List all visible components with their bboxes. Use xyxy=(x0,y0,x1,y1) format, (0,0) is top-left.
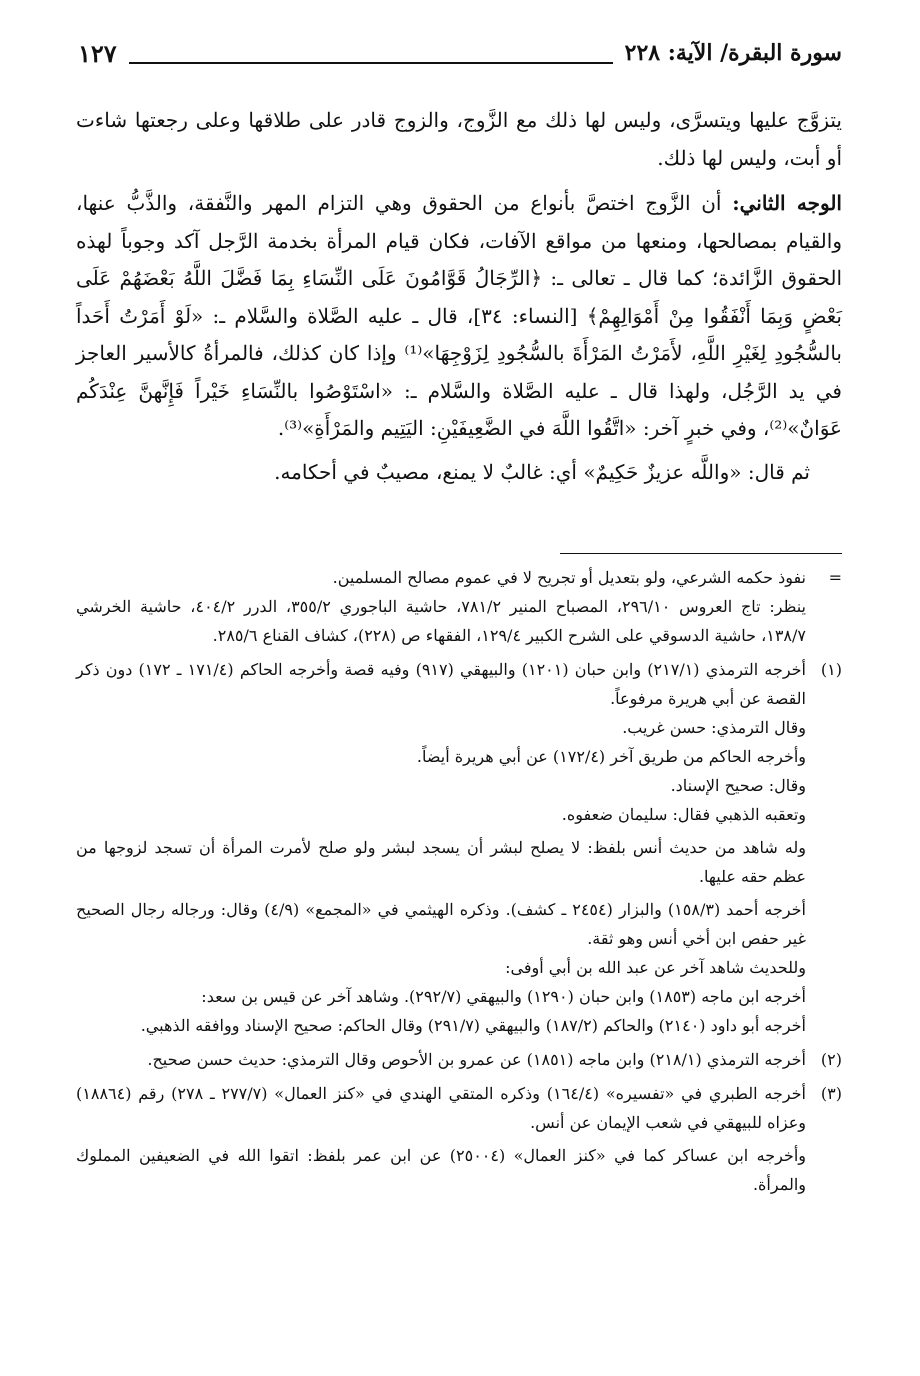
footnote-line: ينظر: تاج العروس ٢٩٦/١٠، المصباح المنير ٧٨١/٢، حاشية الباجوري ٣٥٥/٢، الدرر ٤٠٤/٢، حاشية الخرشي ١٣٨/٧، حاشية الدسوقي على الشرح الكبير ١٢٩/٤، الفقهاء ص (٢٢٨)، كشاف القناع ٢٨٥/٦. xyxy=(76,597,806,645)
footnote-line: وقال الترمذي: حسن غريب. xyxy=(622,718,806,737)
footnote-line: وله شاهد من حديث أنس بلفظ: لا يصلح لبشر أن يسجد لبشر ولو صلح لأمرت المرأة أن تسجد لزوجها من عظم حقه عليها. xyxy=(76,838,807,886)
footnote-line: وللحديث شاهد آخر عن عبد الله بن أبي أوفى: xyxy=(505,958,806,977)
running-title: سورة البقرة/ الآية: ٢٢٨ xyxy=(624,40,842,66)
paragraph-2 xyxy=(76,185,842,448)
footnote-line: أخرجه أحمد (١٥٨/٣) والبزار (٢٤٥٤ ـ كشف). وذكره الهيثمي في «المجمع» (٤/٩) وقال: ورجاله رجال الصحيح غير حفص ابن أخي أنس وهو ثقة. xyxy=(76,900,806,948)
main-text xyxy=(76,102,842,491)
footnote-line: وتعقبه الذهبي فقال: سليمان ضعفوه. xyxy=(561,805,806,824)
footnote-line: نفوذ حكمه الشرعي، ولو بتعديل أو تجريح لا في عموم مصالح المسلمين. xyxy=(332,568,806,587)
footnote-line: أخرجه الطبري في «تفسيره» (١٦٤/٤) وذكره المتقي الهندي في «كنز العمال» (٢٧٧/٧ ـ ٢٧٨) رقم (١٨٨٦٤) وعزاه للبيهقي في شعب الإيمان عن أنس. xyxy=(76,1084,807,1132)
paragraph-2-lead: الوجه الثاني: xyxy=(732,191,842,215)
footnote-separator xyxy=(560,553,842,554)
footnote-body xyxy=(76,1079,806,1199)
footnote-line: وأخرجه ابن عساكر كما في «كنز العمال» (٢٥٠٠٤) عن ابن عمر بلفظ: اتقوا الله في الضعيفين المملوك والمرأة. xyxy=(76,1146,806,1194)
footnote-1 xyxy=(76,655,842,1040)
footnote-2 xyxy=(76,1045,842,1074)
footnote-marker: (١) xyxy=(820,660,842,679)
footnotes xyxy=(76,563,842,1199)
footnote-body xyxy=(76,1045,806,1074)
paragraph-1: يتزوَّج عليها ويتسرَّى، وليس لها ذلك مع الزَّوج، والزوج قادر على طلاقها وعلى رجعتها شاءت أو أبت، وليس لها ذلك. xyxy=(76,108,842,170)
footnote-3 xyxy=(76,1079,842,1199)
footnote-line: أخرجه الترمذي (٢١٨/١) وابن ماجه (١٨٥١) عن عمرو بن الأحوص وقال الترمذي: حديث حسن صحيح. xyxy=(147,1050,806,1069)
footnote-line: وأخرجه الحاكم من طريق آخر (١٧٢/٤) عن أبي هريرة أيضاً. xyxy=(416,747,806,766)
page-number: ١٢٧ xyxy=(78,38,117,68)
footnote-marker: (٣) xyxy=(820,1084,842,1103)
page-header xyxy=(78,36,842,70)
header-rule xyxy=(129,62,613,64)
footnote-line: أخرجه أبو داود (٢١٤٠) والحاكم (١٨٧/٢) والبيهقي (٢٩١/٧) وقال الحاكم: صحيح الإسناد ووافقه الذهبي. xyxy=(140,1016,806,1035)
paragraph-2-body: أن الزَّوج اختصَّ بأنواع من الحقوق وهي التزام المهر والنَّفقة، والذَّبُّ عنها، والقيام بمصالحها، ومنعها من مواقع الآفات، فكان قيام المرأة بخدمة الرَّجل آكد وجوباً لهذه الحقوق الزَّائدة؛ كما قال ـ تعالى ـ: ﴿الرِّجَالُ قَوَّامُونَ عَلَى النِّسَاءِ بِمَا فَضَّلَ اللَّهُ بَعْضَهُمْ عَلَى بَعْضٍ وَبِمَا أَنْفَقُوا مِنْ أَمْوَالِهِمْ﴾ [النساء: ٣٤]، قال ـ عليه الصَّلاة والسَّلام ـ: «لَوْ أَمَرْتُ أَحَداً بالسُّجُودِ لِغَيْرِ اللَّهِ، لأَمَرْتُ المَرْأَةَ بالسُّجُودِ لِزَوْجِهَا»⁽¹⁾ وإذا كان كذلك، فالمرأةُ كالأسير العاجز في يد الرَّجُل، ولهذا قال ـ عليه الصَّلاة والسَّلام ـ: «اسْتَوْصُوا بالنِّسَاءِ خَيْراً فَإِنَّهنَّ عِنْدَكُم عَوَانٌ»⁽²⁾، وفي خبرٍ آخر: «اتَّقُوا اللَّهَ في الضَّعِيفَيْنِ: اليَتِيم والمَرْأَةِ»⁽³⁾. xyxy=(76,191,843,440)
footnote-continued xyxy=(76,563,842,650)
footnote-line: أخرجه الترمذي (٢١٧/١) وابن حبان (١٢٠١) والبيهقي (٩١٧) وفيه قصة وأخرجه الحاكم (١٧١/٤ ـ ١٧٢) دون ذكر القصة عن أبي هريرة مرفوعاً. xyxy=(76,660,807,708)
paragraph-3: ثم قال: «واللَّه عزيزٌ حَكِيمٌ» أي: غالبٌ لا يمنع، مصيبٌ في أحكامه. xyxy=(274,459,810,484)
footnote-line: أخرجه ابن ماجه (١٨٥٣) وابن حبان (١٢٩٠) والبيهقي (٢٩٢/٧). وشاهد آخر عن قيس بن سعد: xyxy=(201,987,806,1006)
footnote-marker: (٢) xyxy=(820,1050,842,1069)
footnote-body xyxy=(76,655,806,1040)
footnote-body xyxy=(76,563,806,650)
footnote-line: وقال: صحيح الإسناد. xyxy=(670,776,806,795)
footnote-marker: = xyxy=(828,568,842,587)
